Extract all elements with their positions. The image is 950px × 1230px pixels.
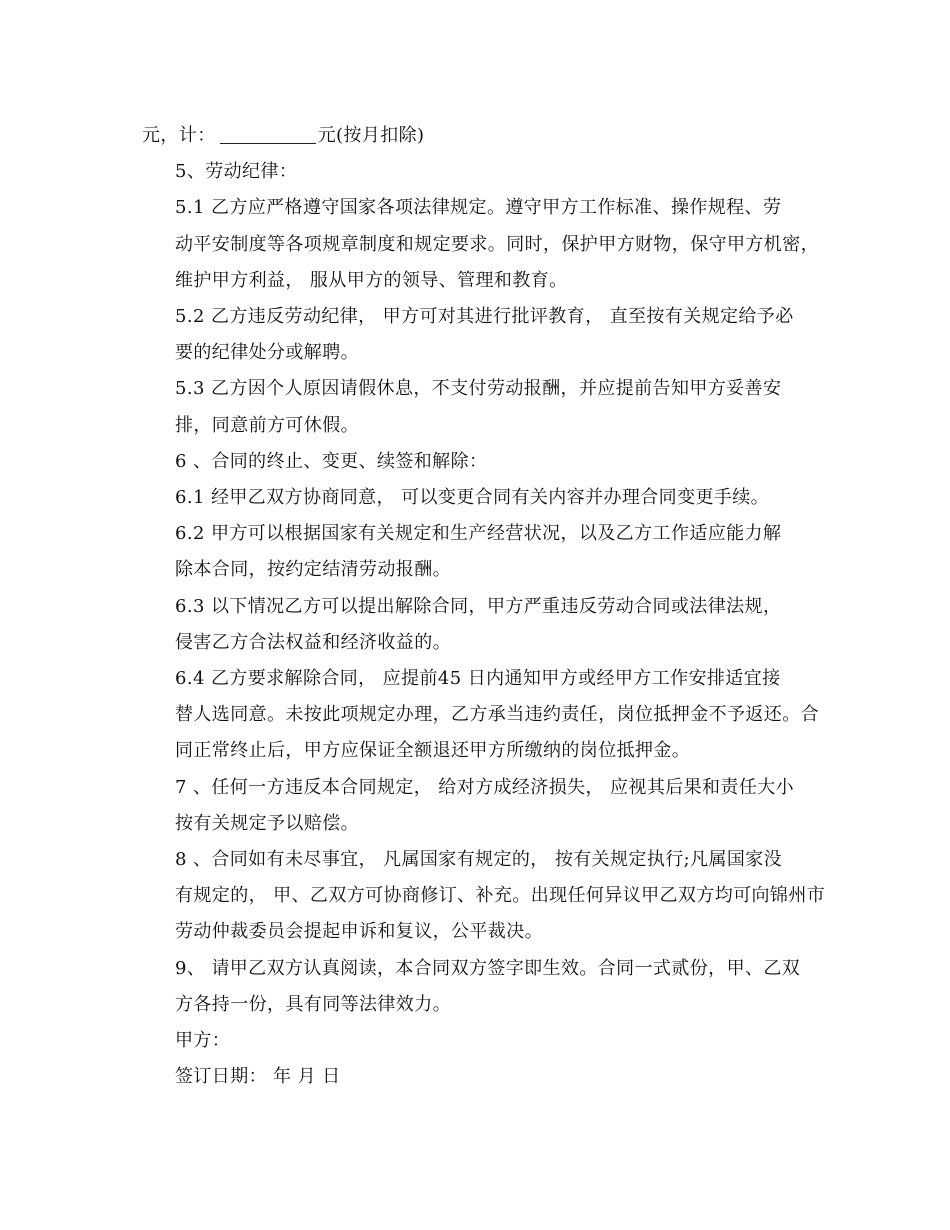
clause-6-4: 6.4 乙方要求解除合同， 应提前45 日内通知甲方或经甲方工作安排适宜接 替人选同意。未按此项规定办理，乙方承当违约责任，岗位抵押金不予返还。合 同正常终止后，甲方应保证全额退还甲方所缴纳的岗位抵押金。 xyxy=(175,668,819,762)
signing-date-label: 签订日期： 年 月 日 xyxy=(175,1066,341,1088)
section-7: 7 、任何一方违反本合同规定， 给对方成经济损失， 应视其后果和责任大小 按有关规定予以赔偿。 xyxy=(175,776,795,834)
section-8: 8 、合同如有未尽事宜， 凡属国家有规定的， 按有关规定执行;凡属国家没 有规定的， 甲、乙双方可协商修订、补充。出现任何异议甲乙双方均可向锦州市 劳动仲裁委员会提起申诉和复议，公平裁决。 xyxy=(175,849,826,943)
deduction-prefix: 元，计： xyxy=(142,125,216,146)
amount-blank xyxy=(220,125,316,144)
clause-6-2: 6.2 甲方可以根据国家有关规定和生产经营状况，以及乙方工作适应能力解 除本合同，按约定结清劳动报酬。 xyxy=(175,523,782,581)
clause-6-3: 6.3 以下情况乙方可以提出解除合同，甲方严重违反劳动合同或法律法规， 侵害乙方合法权益和经济收益的。 xyxy=(175,595,782,653)
clause-5-2: 5.2 乙方违反劳动纪律， 甲方可对其进行批评教育， 直至按有关规定给予必 要的纪律处分或解聘。 xyxy=(175,306,794,364)
contract-body xyxy=(142,118,826,1095)
section-6-heading: 6 、合同的终止、变更、续签和解除： xyxy=(175,450,488,472)
clause-5-3: 5.3 乙方因个人原因请假休息，不支付劳动报酬，并应提前告知甲方妥善安 排，同意前方可休假。 xyxy=(175,378,782,436)
section-9: 9、 请甲乙双方认真阅读，本合同双方签字即生效。合同一式贰份，甲、乙双 方各持一份，具有同等法律效力。 xyxy=(175,957,801,1015)
deduction-suffix: 元(按月扣除) xyxy=(317,125,425,146)
clause-5-1: 5.1 乙方应严格遵守国家各项法律规定。遵守甲方工作标准、操作规程、劳 动平安制度等各项规章制度和规定要求。同时，保护甲方财物，保守甲方机密， 维护甲方利益， 服从甲方的领导、管理和教育。 xyxy=(175,197,819,291)
section-5-heading: 5、劳动纪律： xyxy=(175,161,298,183)
clause-6-1: 6.1 经甲乙双方协商同意， 可以变更合同有关内容并办理合同变更手续。 xyxy=(175,487,770,509)
party-a-signature-label: 甲方： xyxy=(175,1030,231,1052)
deduction-line xyxy=(142,118,812,154)
